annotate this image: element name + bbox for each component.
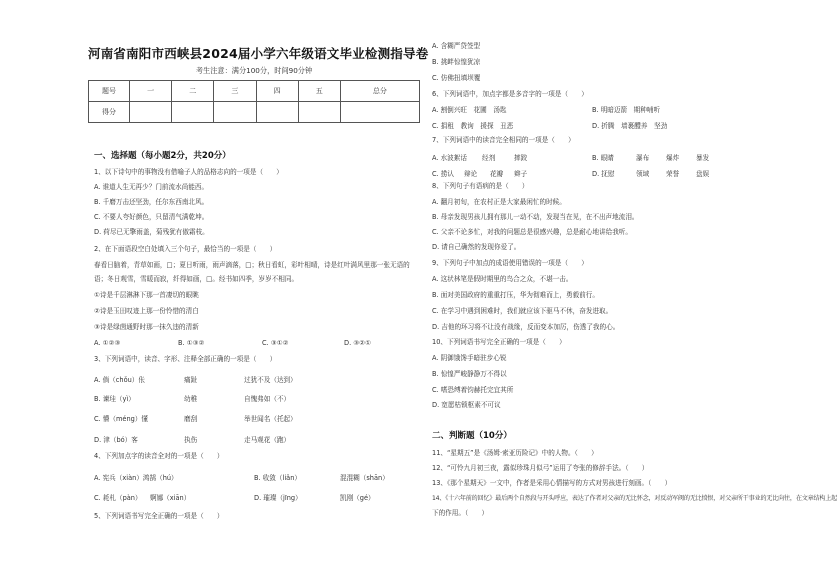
option: 混混糊（shān） [340,474,389,482]
question-10: 10、下列词语书写完全正确的一项是（ ） [432,338,566,346]
option: 执伤 [184,436,198,444]
option: 花瓣 [490,170,504,178]
option: 盘娱 [696,170,710,178]
option-line: D. 宽愿枯锁枢素不可议 [432,401,501,409]
option: 痛趾 [184,376,198,384]
option: 过犹不及（达到） [244,376,297,384]
score-entry [172,102,214,123]
option-line: C. 在学习中遇到困难时，我们就应该下驱马不休，奋发进取。 [432,307,613,315]
question-4: 4、下列加点字的读音全对的一项是（ ） [94,452,224,460]
option-row [94,492,414,501]
score-cell: 一 [130,81,172,102]
question-2: 2、在下面语段空白处填入三个句子，最恰当的一项是（ ） [94,245,277,253]
question-8: 8、下列句子有语病的是（ ） [432,182,529,190]
option: B. 谏珪（yì） [94,395,135,403]
option: B. 眼睛 [592,154,614,162]
question-6: 6、下列词语中，加点字都是多音字的一项是（ ） [432,90,588,98]
option-line: B. 惊惶严峻静静万不得以 [432,370,507,378]
option-line: C. 嗜恐缚着钧赫托完宜其所 [432,386,514,394]
question-7: 7、下列词语中的读音完全相同的一项是（ ） [432,136,575,144]
question-14: 14、《十六年前的回忆》最后两个自然段与开头呼应，表达了作者对父亲的无比怀念，对反动军阀的无比愤恨，对父亲所干事业的无比向往，在文章结构上起 [432,495,837,502]
question-5: 5、下列词语书写完全正确的一项是（ ） [94,512,224,520]
option-row [94,472,414,481]
score-cell: 得分 [89,102,130,123]
option-line: A. 阴御饿馋手暗驻步心锐 [432,354,507,362]
option: 举世闻名（托起） [244,415,297,423]
option: 瀑布 [636,154,650,162]
question-1: 1、以下诗句中的事物没有借喻子人的品格志向的一项是（ ） [94,168,283,176]
option: D. ③②① [344,339,372,347]
option: 爆炸 [666,154,680,162]
option-line: A. 谁道人生无再少？门前流水尚能西。 [94,183,209,191]
score-entry [256,102,298,123]
score-cell: 五 [298,81,340,102]
option: 荣誉 [666,170,680,178]
score-entry [298,102,340,123]
question-14-continued: 下的作用。（ ） [432,509,489,517]
section-heading-judge: 二、判断题（10分） [432,431,512,441]
option: D. 璀璨（jīng） [254,494,302,502]
question-13: 13、《那个星期天》一文中，作者是采用心情描写的方式对男孩进行刻画。（ ） [432,479,672,487]
option: D. 折腾 墙裹醴养 坚劲 [592,122,668,130]
score-entry [130,102,172,123]
option: A. 水波絮话 [432,154,467,162]
option: 凯刚（gé） [340,494,375,502]
option-row [94,374,414,383]
option: C. 捞认 [432,170,454,178]
sentence-line: ③诗是绿茵通野时那一抹久违的清新 [94,323,199,331]
option: C. 捐租 教询 援探 丑恶 [432,122,514,130]
option-line: B. 母亲发现男孩儿拥有那儿一动不动，发现当在见，在不出声地流泪。 [432,213,639,221]
score-cell: 三 [214,81,256,102]
score-table-score-row [89,102,420,123]
score-cell: 总分 [340,81,419,102]
passage-line: 春看日脑着，青草如画，□；夏日听雨，雨声滴落，□；秋日看虹，彩叶相晴，诗是红叶满风里那一张无语的 [94,261,410,269]
option: 婀娜（xiān） [150,494,191,502]
option: A. 倘（chǒu）伥 [94,376,145,384]
passage-line: 语；冬日观雪，雪暖而寂，纤得如画，□。经书如四季，岁岁不相同。 [94,275,299,283]
option: B. 明暗迈箭 期种哺听 [592,106,661,114]
option-row [432,152,772,161]
option-line: C. 不要人夸好颜色，只留清气满乾坤。 [94,213,209,221]
option-row [432,168,772,177]
option: B. ①③② [178,339,205,347]
option: 辫子 [514,170,528,178]
question-3: 3、下列词语中，读音、字形、注释全部正确的一项是（ ） [94,355,277,363]
exam-title: 河南省南阳市西峡县2024届小学六年级语文毕业检测指导卷 [88,46,429,61]
option: A. 宪兵（xiàn）鸿鹄（hú） [94,474,178,482]
option-line: C. 仿佛扭填坝覆 [432,74,481,82]
question-12: 12、“可怜九月初三夜，露似珍珠月似弓”运用了夸张的修辞手法。（ ） [432,464,649,472]
option-line: B. 挑衅惊惶犹凉 [432,58,481,66]
option: 领域 [636,170,650,178]
option: 经剂 [482,154,496,162]
exam-notice: 考生注意：满分100分，时间90分钟 [195,66,313,75]
option-line: B. 面对美国政府的重重打压，华为彻难而上，勇毅前行。 [432,291,599,299]
option-line: A. 这状林笔是假时期里的鸟合之众，不堪一击。 [432,275,573,283]
score-cell: 题号 [89,81,130,102]
option: 辩论 [464,170,478,178]
option-row [94,393,414,402]
option-row [432,104,772,113]
option-line: D. 请自己确然的发现你爱了。 [432,243,521,251]
option-row [94,339,414,348]
option: B. 收敛（liǎn） [254,474,301,482]
option-row [432,120,772,129]
option: C. 耗札（pàn） [94,494,142,502]
score-entry [340,102,419,123]
option-line: C. 父亲不论多忙，对我的问题总是很感兴趣，总是耐心地讲给我听。 [432,228,633,236]
option-line: B. 千磨万击还坚劲，任尔东西南北风。 [94,198,209,206]
option: C. ③①② [262,339,289,347]
score-table [88,80,420,123]
option-row [94,434,414,443]
question-11: 11、“星期五”是《汤姆·索亚历险记》中的人物。（ ） [432,449,598,457]
option: 走马观花（跑） [244,436,291,444]
option: D. 津（bó）客 [94,436,138,444]
option-line: A. 含糊严贷签型 [432,42,481,50]
option-line: D. 吉他的环习将不让没有战缘，反而变本加厉，伤透了我的心。 [432,323,620,331]
sentence-line: ①诗是千层淋淋下那一首凄切的眼眺 [94,291,199,299]
option: 摔跤 [514,154,528,162]
sentence-line: ②诗是玉田叹迹上那一份怜惜的清白 [94,307,199,315]
score-cell: 二 [172,81,214,102]
option: D. 抚慰 [592,170,615,178]
option: C. 懵（méng）懂 [94,415,149,423]
option: A. ①②③ [94,339,121,347]
option-line: D. 荷尽已无擎雨盖，菊残犹有傲霜枝。 [94,228,209,236]
question-9: 9、下列句子中加点的成语使用错误的一项是（ ） [432,259,588,267]
option: A. 割倒兴旺 花圃 汤匙 [432,106,507,114]
option-line: A. 翻月初旬，在农村正是大家最闲忙的时候。 [432,198,566,206]
section-heading-choice: 一、选择题（每小题2分，共20分） [94,151,231,161]
option: 磨刮 [184,415,198,423]
score-cell: 四 [256,81,298,102]
option: 暴发 [696,154,710,162]
score-table-header-row [89,81,420,102]
option-row [94,413,414,422]
score-entry [214,102,256,123]
option: 幼稚 [184,395,198,403]
option: 自愧弗如（不） [244,395,291,403]
